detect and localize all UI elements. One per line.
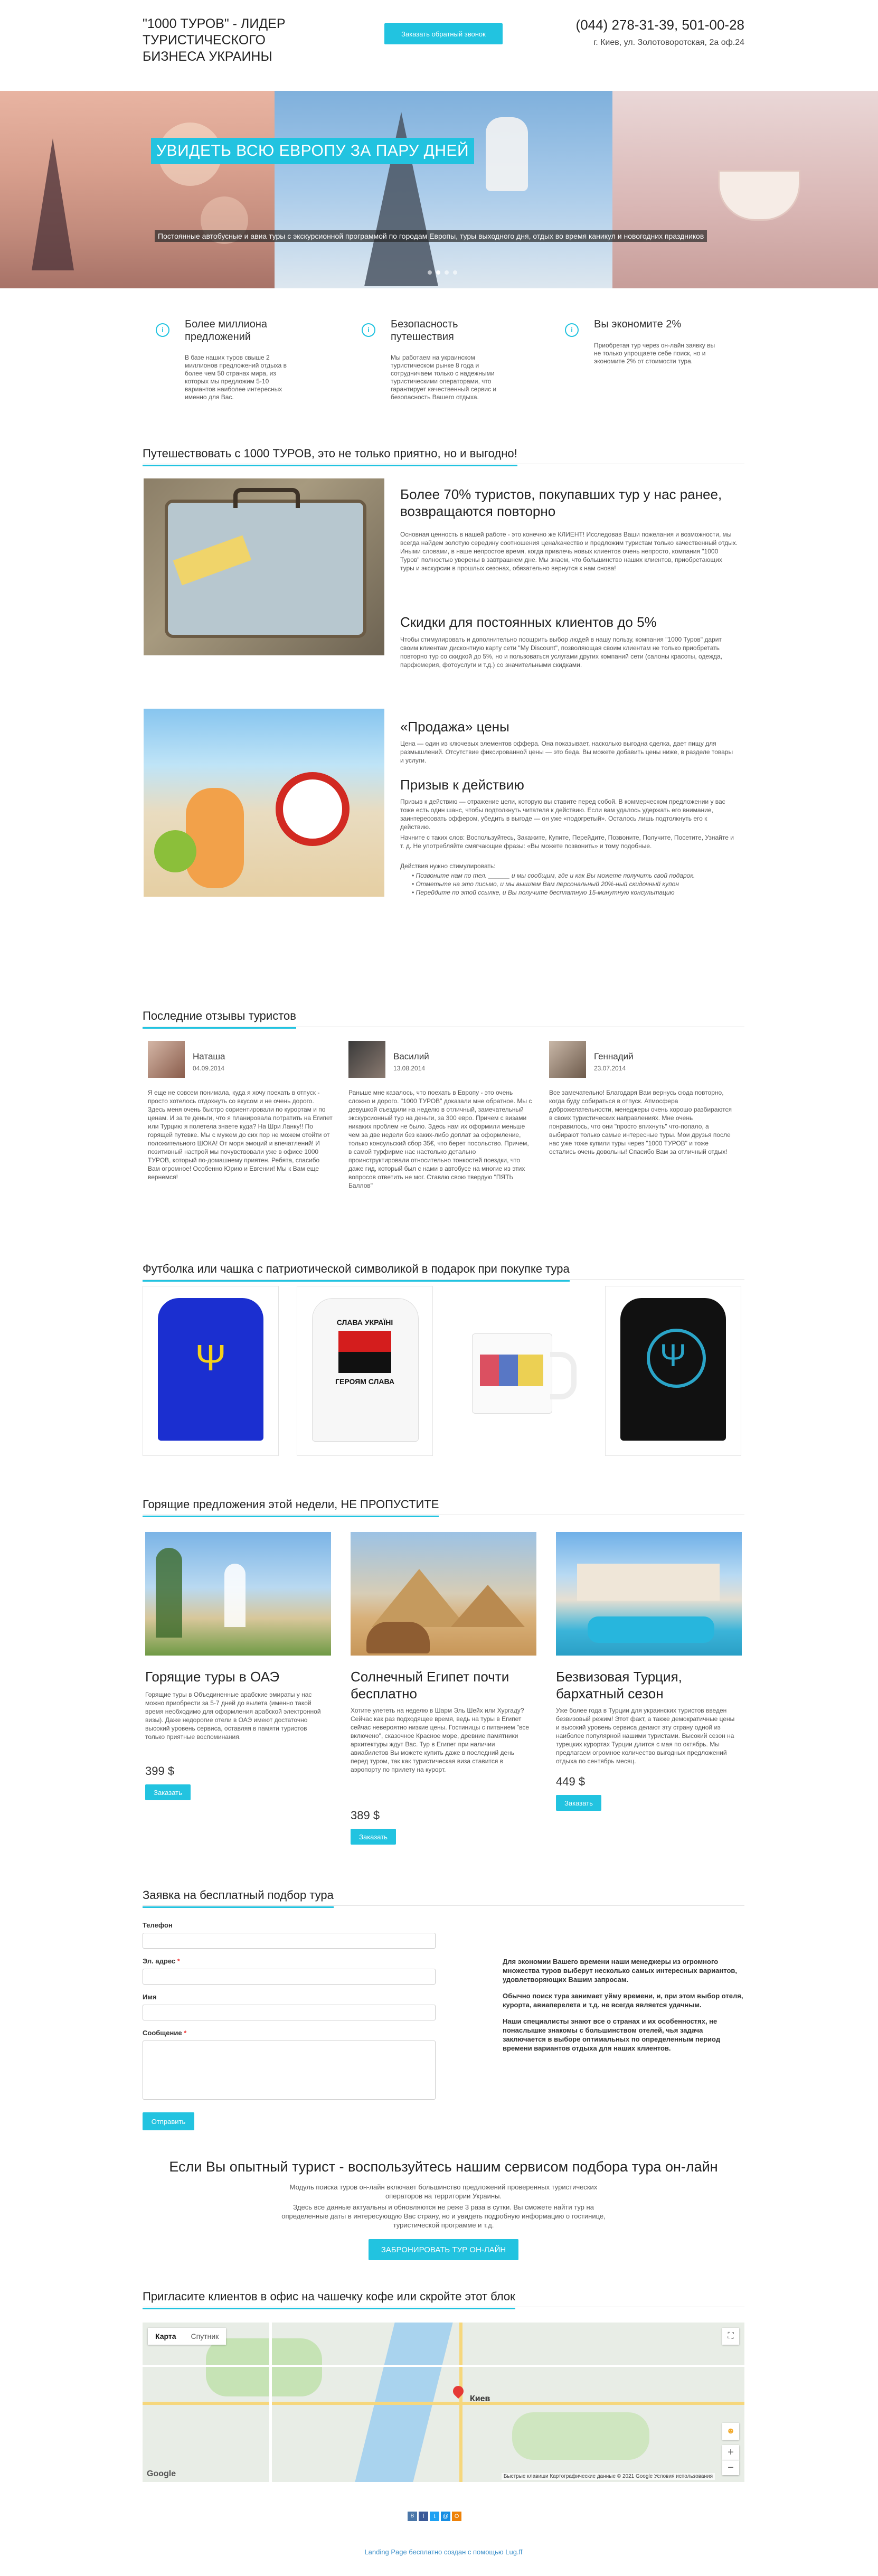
info-circle-icon: i	[156, 323, 169, 337]
block3-text: Цена — один из ключевых элементов оффера. Она показывает, насколько выгодна сделка, дает пищу для размышлений. Отсутствие фиксированной цены — это беда. Вы можете добавить цены ниже, в разделе товары и услуги.	[400, 740, 733, 764]
form-section	[143, 1888, 744, 2152]
vk-icon[interactable]: В	[408, 2512, 417, 2521]
required-mark: *	[184, 2029, 187, 2037]
feature-text: В базе наших туров свыше 2 миллионов предложений отдыха в более чем 50 странах мира, из которых мы предложим 5-10 вариантов наиболее интересных именно для Вас.	[185, 354, 287, 401]
list-item: • Отметьте на это письмо, и мы вышлем Вам персональный 20%-ный скидочный купон	[412, 880, 679, 888]
list-item: • Перейдите по этой ссылке, и Вы получите бесплатную 15-минутную консультацию	[412, 889, 675, 896]
palm	[156, 1548, 182, 1638]
online-p2: Здесь все данные актуальны и обновляются не реже 3 раза в сутки. Вы сможете найти тур на определенные даты в интересующую Вас страну, но и увидеть подробную информацию о гостинице, туристической программе и т.д.	[281, 2203, 606, 2229]
email-input[interactable]	[143, 1969, 436, 1985]
phone-input[interactable]	[143, 1933, 436, 1949]
map-park	[512, 2412, 649, 2460]
offer-text: Уже более года в Турции для украинских туристов введен безвизовый режим! Этот факт, а также демократичные цены и высокий уровень сервиса делают эту страну одной из наиболее популярной нашими туристами. Высокий сезон на турецких курортах Турции длится с мая по октябрь. Мы предлагаем огромное количество выгодных предложений отдыха по сентябрь месяц.	[556, 1707, 735, 1765]
email-label: Эл. адрес *	[143, 1957, 180, 1965]
offer-photo-uae	[145, 1532, 331, 1656]
shirt-caption-bottom: ГЕРОЯМ СЛАВА	[335, 1377, 394, 1386]
order-button[interactable]: Заказать	[556, 1795, 601, 1811]
slider-dot[interactable]	[453, 270, 457, 275]
suitcase-handle	[233, 488, 300, 508]
offer-price: 399 $	[145, 1764, 175, 1778]
map-city-label: Киев	[470, 2394, 490, 2403]
hero-subline: Постоянные автобусные и авиа туры с экскурсионной программой по городам Европы, туры выходного дня, отдых во время каникул и новогодних праздников	[155, 230, 707, 242]
benefits-title: Путешествовать с 1000 ТУРОВ, это не только приятно, но и выгодно!	[143, 447, 517, 466]
offer-price: 389 $	[351, 1809, 380, 1822]
shirt-caption-top: СЛАВА УКРАЇНІ	[336, 1318, 393, 1327]
reviews-section	[143, 1009, 744, 1252]
jumping-person	[486, 117, 528, 191]
header	[0, 0, 878, 91]
submit-button[interactable]: Отправить	[143, 2112, 194, 2130]
book-online-button[interactable]: ЗАБРОНИРОВАТЬ ТУР ОН-ЛАЙН	[369, 2239, 518, 2260]
benefits-section	[143, 447, 744, 975]
offer-title: Горящие туры в ОАЭ	[145, 1669, 280, 1685]
offer-price: 449 $	[556, 1775, 586, 1788]
review-date: 04.09.2014	[193, 1065, 225, 1072]
map-road	[143, 2365, 744, 2367]
social-icons	[408, 2512, 471, 2522]
avatar	[148, 1041, 185, 1078]
gift-mug[interactable]	[451, 1286, 586, 1455]
review-name: Наташа	[193, 1051, 225, 1061]
block2-title: Скидки для постоянных клиентов до 5%	[400, 614, 657, 630]
offer-title: Безвизовая Турция, бархатный сезон	[556, 1669, 682, 1701]
block2-text: Чтобы стимулировать и дополнительно поощрить выбор людей в нашу пользу, компания "1000 Туров" дарит своим клиентам дисконтную карту сети "My Discount", позволяющая своим клиентам не только приобретать повторно тур со скидкой до 5%, но и пользоваться услугами других компаний сети (салоны красоты, одежда, парфюмерия, фотоуслуги и т.д.) со значительными скидками.	[400, 636, 722, 669]
fullscreen-icon[interactable]: ⛶	[722, 2328, 739, 2345]
footer-credit[interactable]: Landing Page бесплатно создан с помощью Lug.ff	[364, 2548, 523, 2556]
block4-list	[412, 871, 739, 897]
teacup	[718, 170, 800, 221]
map-section	[143, 2290, 744, 2490]
resort-building	[577, 1564, 720, 1601]
fountain	[224, 1564, 246, 1627]
avatar	[348, 1041, 385, 1078]
mail-icon[interactable]: @	[441, 2512, 450, 2521]
gift-tshirt-white[interactable]	[297, 1286, 433, 1456]
gifts-title: Футболка или чашка с патриотической символикой в подарок при покупке тура	[143, 1262, 570, 1282]
online-p1: Модуль поиска туров он-лайн включает большинство предложений проверенных туристических операторов на территории Украины.	[289, 2183, 598, 2200]
offer-text: Хотите улететь на неделю в Шарм Эль Шейх или Хургаду? Сейчас как раз подходящее время, ведь на туры в Египет сейчас невероятно низкие цены. Гостиницы с питанием "все включено", сказочное Красное море, древние памятники архитектуры ждут Вас. Тур в Египет при наличии авиабилетов Вы можете купить даже в последний день перед туром, так как туристическая виза ставится в аэропорту по прилету на курорт.	[351, 1707, 530, 1773]
slider-dot[interactable]	[428, 270, 432, 275]
gift-tshirt-black[interactable]	[605, 1286, 741, 1456]
map-road	[143, 2402, 744, 2405]
review-date: 23.07.2014	[594, 1065, 626, 1072]
hero-slider[interactable]	[0, 91, 878, 288]
google-logo: Google	[147, 2469, 176, 2478]
callback-button[interactable]: Заказать обратный звонок	[384, 23, 503, 44]
mug-print	[480, 1355, 543, 1386]
pyramid	[451, 1585, 525, 1627]
alarm-clock	[276, 772, 350, 846]
zoom-out-button[interactable]: −	[722, 2460, 739, 2475]
side-paragraph: Наши специалисты знают все о странах и их особенностях, не понаслышке знакомы с большинством отелей, чья задача заключается в выборе оптимальных по определенным период времени вариантов отдыха для наших клиентов.	[503, 2017, 721, 2052]
hot-title: Горящие предложения этой недели, НЕ ПРОПУСТИТЕ	[143, 1498, 439, 1517]
flip-flops	[186, 788, 244, 888]
map-type-tabs	[148, 2328, 226, 2345]
hero-headline: УВИДЕТЬ ВСЮ ЕВРОПУ ЗА ПАРУ ДНЕЙ	[151, 138, 474, 164]
offer-title: Солнечный Египет почти бесплатно	[351, 1669, 509, 1701]
phone-label: Телефон	[143, 1921, 173, 1929]
reviews-title: Последние отзывы туристов	[143, 1009, 296, 1029]
pegman-icon[interactable]: ☻	[722, 2423, 739, 2440]
offer-text: Горящие туры в Объединенные арабские эмираты у нас можно приобрести за 5-7 дней до вылета (именно такой время необходимо для оформления арабской электронной визы). Даже недорогие отели в ОАЭ имеют достаточно высокий уровень сервиса, оставляя в памяти туристов только приятные воспоминания.	[145, 1691, 321, 1741]
order-button[interactable]: Заказать	[351, 1829, 396, 1845]
trident-icon: Ψ	[195, 1337, 226, 1378]
feature-title: Более миллиона предложений	[185, 318, 268, 343]
gift-tshirt-blue[interactable]	[143, 1286, 279, 1456]
coconut	[154, 830, 196, 872]
trident-icon: Ψ	[659, 1338, 687, 1373]
avatar	[549, 1041, 586, 1078]
tab-map[interactable]: Карта	[155, 2332, 176, 2340]
hero-left-photo	[0, 91, 275, 288]
mug-handle	[550, 1352, 577, 1399]
review-text: Я еще не совсем понимала, куда я хочу поехать в отпуск - просто хотелось отдохнуть со вкусом и не очень дорого. Здесь меня очень быстро сориентировали по курортам и по ценам. И за те деньги, что я планировала потратить на Египет или Турцию я полетела знаете куда? На Шри Ланку!! По горящей путевке. Мы с мужем до сих пор не можем отойти от положительного ШОКА! От моря эмоций и впечатлений! И позитивный настрой мы почувствовали уже в офисе 1000 ТУРОВ, который по-домашнему приятен. Ребята, спасибо Вам огромное! Особенно Юрию и Евгении! Мы к Вам еще вернемся!	[148, 1089, 333, 1181]
block4-p3: Действия нужно стимулировать:	[400, 862, 496, 870]
pool	[588, 1616, 714, 1643]
review-date: 13.08.2014	[393, 1065, 426, 1072]
block4-p1: Призыв к действию — отражение цели, которую вы ставите перед собой. В коммерческом предложении у вас тоже есть один шанс, чтобы подтолкнуть читателя к действию. Если вам удалось удержать его внимание, заинтересовать оффером, убедить в выгоде — он уже «подогретый». Осталось лишь подтолкнуть его к действию.	[400, 798, 725, 831]
message-textarea[interactable]	[143, 2041, 436, 2100]
block4-title: Призыв к действию	[400, 777, 524, 793]
camel	[366, 1622, 430, 1653]
form-side-text	[503, 1957, 743, 2053]
required-mark: *	[177, 1957, 180, 1965]
review-text: Раньше мне казалось, что поехать в Европу - это очень сложно и дорого. "1000 ТУРОВ" доказали мне обратное. Мы с девушкой съездили на неделю в отличный, замечательный экскурсионный тур на деньги, за 300 евро. Причем с визами никаких проблем не было. Здесь нам их оформили меньше чем за две недели без каких-либо доплат за оформление, только консульский сбор 35€, что берет посольство. Причем, в самой турфирме нас настолько детально проинструктировали относительно тонкостей поездки, что даже гид, который был с нами в автобусе на многие из этих вопросов ответить не мог. Ставлю свою твердую "ПЯТЬ Баллов"	[348, 1089, 532, 1189]
online-title: Если Вы опытный турист - воспользуйтесь нашим сервисом подбора тура он-лайн	[169, 2159, 718, 2175]
feature-text: Приобретая тур через он-лайн заявку вы не только упрощаете себе поиск, но и экономите 2% от стоимости тура.	[594, 342, 715, 365]
offer-photo-turkey	[556, 1532, 742, 1656]
hero-right-photo	[612, 91, 878, 288]
name-input[interactable]	[143, 2005, 436, 2020]
map-park	[206, 2338, 322, 2396]
map-title: Пригласите клиентов в офис на чашечку кофе или скройте этот блок	[143, 2290, 515, 2309]
info-circle-icon: i	[565, 323, 579, 337]
name-label: Имя	[143, 1993, 157, 2001]
slider-dots	[428, 270, 459, 276]
beach-photo	[144, 709, 384, 897]
header-phone: (044) 278-31-39, 501-00-28	[575, 17, 744, 33]
brand-title: "1000 ТУРОВ" - ЛИДЕР ТУРИСТИЧЕСКОГО БИЗНЕСА УКРАИНЫ	[143, 16, 286, 64]
info-circle-icon: i	[362, 323, 375, 337]
tab-satellite[interactable]: Спутник	[191, 2332, 219, 2340]
map-road	[459, 2323, 462, 2482]
block3-title: «Продажа» цены	[400, 719, 509, 735]
block1-text: Основная ценность в нашей работе - это конечно же КЛИЕНТ! Исследовав Ваши пожелания и возможности, мы всегда найдем золотую середину соотношения цена/качество и предложим туристам только качественный отдых. Иными словами, в наше непростое время, когда привлечь новых клиентов очень непросто, компания "1000 Туров" полностью уверены в завтрашнем дне. Мы знаем, что большинство наших клиентов, приобретающих туры и экскурсии в прошлых сезонах, обязательно вернутся к нам снова!	[400, 531, 738, 572]
side-paragraph: Для экономии Вашего времени наши менеджеры из огромного множества туров выберут несколько самых интересных вариантов, удовлетворяющих Вашим запросам.	[503, 1958, 738, 1983]
side-paragraph: Обычно поиск тура занимает уйму времени, и, при этом выбор отеля, курорта, авиаперелета и т.д. не всегда является удачным.	[503, 1992, 743, 2009]
map-attribution[interactable]: Быстрые клавиши Картографические данные © 2021 Google Условия использования	[502, 2473, 715, 2480]
block1-title: Более 70% туристов, покупавших тур у нас ранее, возвращаются повторно	[400, 486, 722, 519]
map-pin-icon[interactable]	[451, 2384, 466, 2399]
online-section	[143, 2159, 744, 2264]
zoom-in-button[interactable]: +	[722, 2445, 739, 2460]
feature-title: Безопасность путешествия	[391, 318, 458, 343]
message-label: Сообщение *	[143, 2029, 187, 2037]
flag-red-black	[338, 1331, 391, 1373]
twitter-icon[interactable]: t	[430, 2512, 439, 2521]
hot-section	[143, 1498, 744, 1857]
map-road	[269, 2323, 272, 2482]
review-name: Геннадий	[594, 1051, 634, 1061]
offer-photo-egypt	[351, 1532, 536, 1656]
eiffel-silhouette	[32, 138, 74, 270]
feature-text: Мы работаем на украинском туристическом рынке 8 года и сотрудничаем только с надежными туристическими операторами, что гарантирует качественный сервис и безопасность Вашего отдыха.	[391, 354, 497, 401]
header-address: г. Киев, ул. Золотоворотская, 2а оф.24	[593, 38, 744, 47]
block4-p2: Начните с таких слов: Воспользуйтесь, Закажите, Купите, Перейдите, Позвоните, Получите, Посетите, Узнайте и т. д. Не употребляйте смягчающие фразы: «Вы можете позвонить» и тому подобные.	[400, 834, 734, 850]
order-button[interactable]: Заказать	[145, 1784, 191, 1800]
slider-dot[interactable]	[445, 270, 449, 275]
review-text: Все замечательно! Благодаря Вам вернусь сюда повторно, когда буду собираться в отпуск. Атмосфера доброжелательности, менеджеры очень хорошо разбираются в своих туристических направлениях. Мне очень понравилось, что они "просто впихнуть" что-попало, а выбирают только самые интересные туры. Мои друзья после нас уже тоже купили туры через "1000 ТУРОВ" и тоже остались очень довольны! Спасибо Вам за отличный отдых!	[549, 1089, 732, 1155]
gifts-section	[143, 1262, 744, 1484]
facebook-icon[interactable]: f	[419, 2512, 428, 2521]
review-name: Василий	[393, 1051, 429, 1061]
list-item: • Позвоните нам по тел. ______ и мы сообщим, где и как Вы можете получить свой подарок.	[412, 872, 695, 879]
slider-dot-active[interactable]	[436, 270, 440, 275]
map-widget[interactable]	[143, 2323, 744, 2482]
suitcase-photo	[144, 478, 384, 655]
hero-center-photo	[275, 91, 612, 288]
features	[143, 312, 744, 417]
form-title: Заявка на бесплатный подбор тура	[143, 1888, 334, 1908]
odnoklassniki-icon[interactable]: О	[452, 2512, 461, 2521]
feature-title: Вы экономите 2%	[594, 318, 682, 330]
